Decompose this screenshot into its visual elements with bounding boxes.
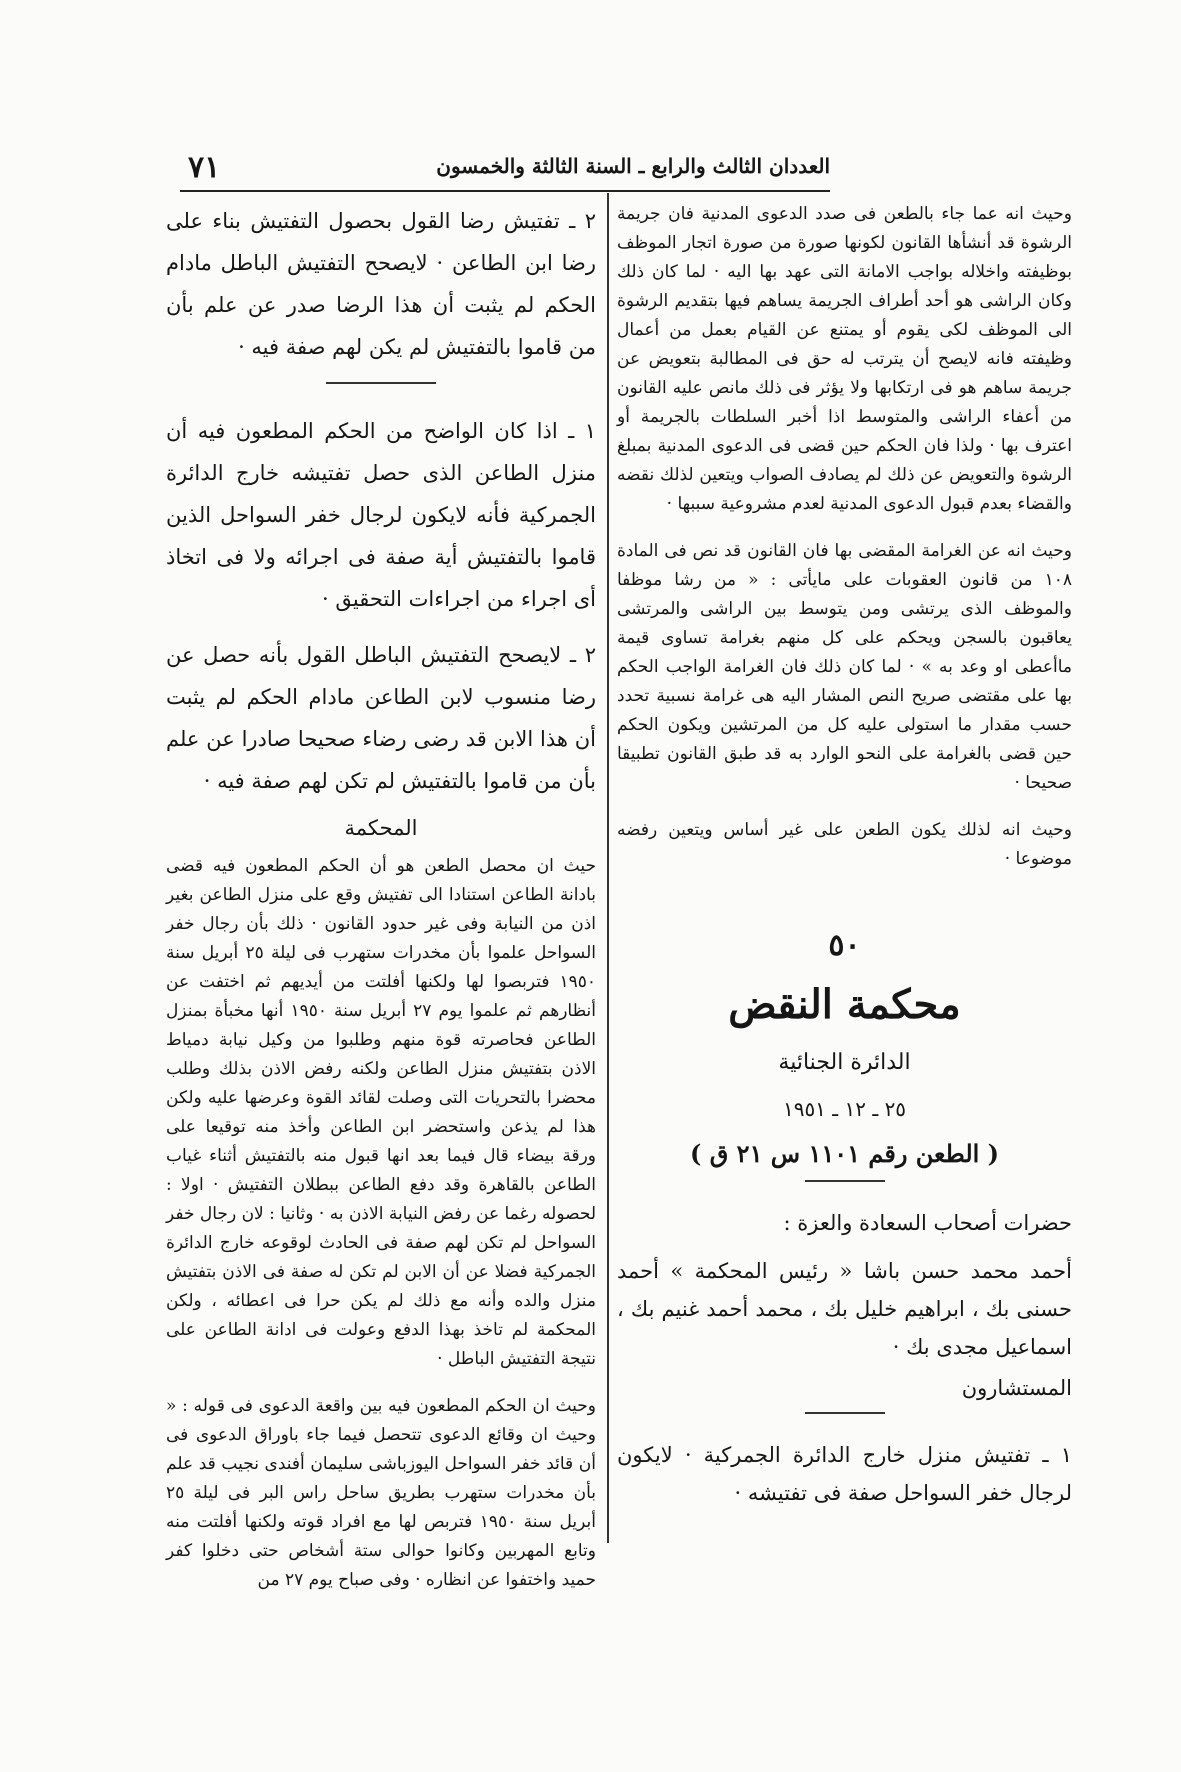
paragraph-conclusion: وحيث انه لذلك يكون الطعن على غير أساس ويتعين رفضه موضوعا · bbox=[617, 820, 1072, 869]
running-title: العددان الثالث والرابع ـ السنة الثالثة والخمسون bbox=[436, 154, 830, 178]
right-column bbox=[617, 200, 1072, 1522]
separator bbox=[805, 1412, 885, 1414]
left-column bbox=[166, 200, 596, 1613]
legal-principle-2: ٢ ـ تفتيش رضا القول بحصول التفتيش بناء على رضا ابن الطاعن · لايصحح التفتيش الباطل مادام الحكم لم يثبت أن هذا الرضا صدر عن علم بأن من قاموا بالتفتيش لم يكن لهم صفة فيه · bbox=[166, 209, 596, 359]
section-title: المحكمة bbox=[344, 816, 418, 840]
counselors-label: المستشارون bbox=[961, 1376, 1072, 1400]
page-number: ٧١ bbox=[188, 150, 221, 185]
court-name: محكمة النقض bbox=[728, 981, 961, 1028]
page-header bbox=[180, 150, 830, 192]
summary-paragraph-1: ١ ـ اذا كان الواضح من الحكم المطعون فيه أن منزل الطاعن الذى حصل تفتيشه خارج الدائرة الجمركية فأنه لايكون لرجال خفر السواحل الذين قاموا بالتفتيش أية صفة فى اجرائه ولا فى اتخاذ أى اجراء من اجراءات التحقيق · bbox=[166, 419, 596, 611]
attendees-list: أحمد محمد حسن باشا « رئيس المحكمة » أحمد حسنى بك ، ابراهيم خليل بك ، محمد أحمد غنيم بك ، اسماعيل مجدى بك · bbox=[617, 1259, 1072, 1359]
separator bbox=[805, 1180, 885, 1182]
judgment-date: ٢٥ ـ ١٢ ـ ١٩٥١ bbox=[782, 1097, 907, 1121]
attendees-intro: حضرات أصحاب السعادة والعزة : bbox=[783, 1211, 1072, 1235]
paragraph-fine: وحيث انه عن الغرامة المقضى بها فان القانون قد نص فى المادة ١٠٨ من قانون العقوبات على مايأتى : « من رشا موظفا والموظف الذى يرتشى ومن يتوسط بين الراشى والمرتشى يعاقبون بالسجن ويحكم على كل منهم بغرامة تساوى قيمة ماأعطى او وعد به » · لما كان ذلك فان الغرامة الواجب الحكم بها على مقتضى صريح النص المشار اليه هى غرامة نسبية تحدد حسب مقدار ما استولى عليه كل من المرتشين ويكون الحكم حين قضى بالغرامة على النحو الوارد به قد طبق القانون تطبيقا صحيحا · bbox=[617, 541, 1072, 793]
appeal-number: ( الطعن رقم ١١٠١ س ٢١ ق ) bbox=[689, 1139, 1000, 1168]
court-paragraph-2: وحيث ان الحكم المطعون فيه بين واقعة الدعوى فى قوله : « وحيث ان وقائع الدعوى تتحصل فيما جاء باوراق الدعوى فى أن قائد خفر السواحل اليوزباشى سليمان أفندى نجيب قد علم بأن مخدرات ستهرب بطريق ساحل راس البر فى ليلة ٢٥ أبريل سنة ١٩٥٠ فتربص لها مع افراد قوته ولكنها أفلتت منه وتابع المهربين وكانوا حوالى ستة أشخاص حتى دخلوا كفر حميد واختفوا عن انظاره · وفى صباح يوم ٢٧ من bbox=[166, 1396, 596, 1590]
paragraph-civil-claim: وحيث انه عما جاء بالطعن فى صدد الدعوى المدنية فان جريمة الرشوة قد أنشأها القانون لكونها صورة من صورة اتجار الموظف بوظيفته واخلاله بواجب الامانة التى عهد بها اليه · لما كان ذلك وكان الراشى هو أحد أطراف الجريمة يساهم فيها بتقديم الرشوة الى الموظف لكى يقوم أو يمتنع عن القيام بعمل من أعمال وظيفته فانه لايصح أن يترتب له حق فى المطالبة بتعويض عن جريمة ساهم هو فى ارتكابها ولا يؤثر فى ذلك مانص عليه القانون من أعفاء الراشى والمتوسط اذا أخبر السلطات بالجريمة أو اعترف بها · ولذا فان الحكم حين قضى فى الدعوى المدنية بمبلغ الرشوة والتعويض عن ذلك لم يصادف الصواب ويتعين لذلك نقضه والقضاء بعدم قبول الدعوى المدنية لعدم مشروعية سببها · bbox=[617, 204, 1072, 514]
court-paragraph-1: حيث ان محصل الطعن هو أن الحكم المطعون فيه قضى بادانة الطاعن استنادا الى تفتيش وقع على منزل الطاعن بغير اذن من النيابة وفى غير حدود القانون · ذلك بأن رجال خفر السواحل علموا بأن مخدرات ستهرب فى ليلة ٢٥ أبريل سنة ١٩٥٠ فتربصوا لها ولكنها أفلتت من أيديهم ثم اختفت عن أنظارهم ثم علموا يوم ٢٧ أبريل سنة ١٩٥٠ أنها مخبأة بمنزل الطاعن فحاصرته قوة منهم وطلبوا من وكيل نيابة دمياط الاذن بتفتيش منزل الطاعن ولكنه رفض الاذن بذلك وطلب محضرا بالتحريات التى وصلت لقائد القوة وعرضها عليه ولكن هذا لم يذعن واستحضر ابن الطاعن وأخذ منه توقيعا على ورقة بيضاء قال فيما بعد انها قبول منه بالتفتيش أثناء غياب الطاعن بالقاهرة وقد دفع الطاعن ببطلان التفتيش · اولا : لحصوله رغما عن رفض النيابة الاذن به · وثانيا : لان رجال خفر السواحل لم تكن لهم صفة فى الحادث لوقوعه خارج الدائرة الجمركية فضلا عن أن الابن لم تكن له صفة فى الاذن بتفتيش منزل والده وأنه مع ذلك لم يكن حرا فى اعطائه ، ولكن المحكمة لم تاخذ بهذا الدفع وعولت فى ادانة الطاعن على نتيجة التفتيش الباطل · bbox=[166, 856, 597, 1369]
court-circuit: الدائرة الجنائية bbox=[778, 1050, 911, 1075]
legal-principle-1: ١ ـ تفتيش منزل خارج الدائرة الجمركية · لايكون لرجال خفر السواحل صفة فى تفتيشه · bbox=[617, 1443, 1072, 1505]
column-divider bbox=[607, 193, 609, 1543]
summary-paragraph-2: ٢ ـ لايصحح التفتيش الباطل القول بأنه حصل عن رضا منسوب لابن الطاعن مادام الحكم لم يثبت أن هذا الابن قد رضى رضاء صحيحا صادرا عن علم بأن من قاموا بالتفتيش لم تكن لهم صفة فيه · bbox=[166, 643, 596, 793]
separator bbox=[326, 382, 436, 384]
case-number: ٥٠ bbox=[828, 928, 861, 963]
